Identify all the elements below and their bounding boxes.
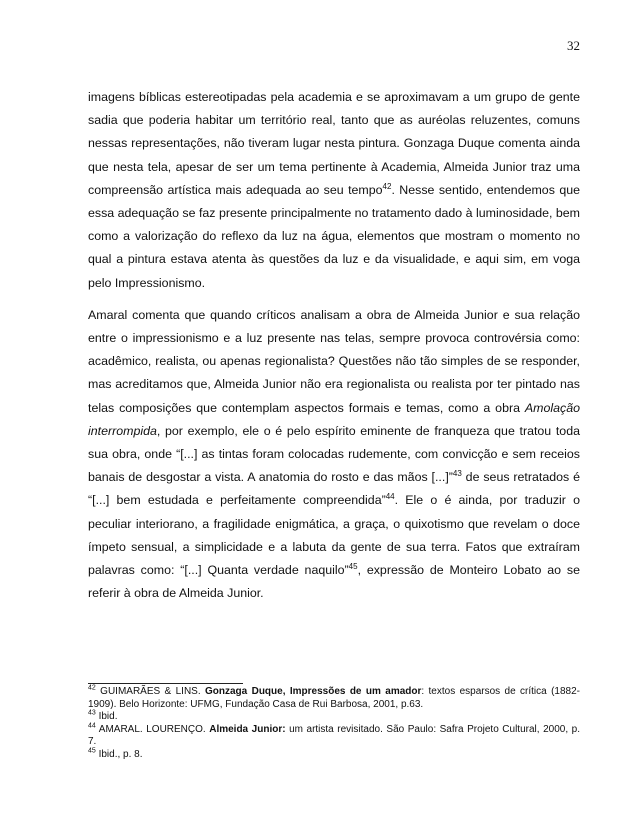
text-run: Amaral comenta que quando críticos analisam a obra de Almeida Junior e sua relação entre o impressionismo e a luz presente nas telas, sempre provoca controvérsia como: acadêmico, realista, ou apenas regionalista? Questões não tão simples de se responder, mas acreditamos que, Almeida Junior não era regionalista ou realista por ter pintado nas telas composições que contemplam aspectos formais e temas, como a obra xyxy=(88,307,580,415)
text-run: , por exemplo, ele o é pelo espírito eminente de franqueza que tratou toda sua obra, onde “[...] as tintas foram colocadas rudemente, com convicção e sem receios banais de desgostar a vista. A anatomia do rosto e das mãos [...]” xyxy=(88,423,580,485)
text-run: , expressão de Monteiro Lobato ao se referir à obra de Almeida Junior. xyxy=(88,563,580,601)
footnote-42 xyxy=(88,686,580,711)
footnote-43 xyxy=(88,711,580,724)
page-number: 32 xyxy=(567,38,580,53)
footnote-divider xyxy=(88,683,243,684)
footnote-number: 44 xyxy=(88,722,96,730)
footnote-text: um artista revisitado. São Paulo: Safra Projeto Cultural, 2000, p. 7. xyxy=(88,723,580,748)
footnote-book-title: Almeida Junior: xyxy=(209,723,286,735)
text-run: imagens bíblicas estereotipadas pela academia e se aproximavam a um grupo de gente sadia que poderia habitar um território real, tanto que as auréolas reluzentes, comuns nessas representações, não tiveram lugar nesta pintura. Gonzaga Duque comenta ainda que nesta tela, apesar de ser um tema pertinente à Academia, Almeida Junior traz uma compreensão artística mais adequada ao seu tempo xyxy=(88,90,580,197)
text-run: . Nesse sentido, entendemos que essa adequação se faz presente principalmente no tratamento dado à luminosidade, bem como a valorização do reflexo da luz na água, elementos que mostram o momento no qual a pintura estava atenta às questões da luz e da visualidade, e aqui sim, em voga pelo Impressionismo. xyxy=(88,182,580,290)
footnote-text: : textos esparsos de crítica (1882-1909). Belo Horizonte: UFMG, Fundação Casa de Rui Barbosa, 2001, p.63. xyxy=(88,686,580,710)
footnote-ref-42[interactable]: 42 xyxy=(382,181,392,191)
footnote-44 xyxy=(88,724,580,749)
footnote-number: 45 xyxy=(88,747,96,755)
footnotes xyxy=(88,686,580,762)
footnote-number: 42 xyxy=(88,684,96,692)
footnote-text: Ibid., p. 8. xyxy=(95,748,143,760)
footnote-ref-45[interactable]: 45 xyxy=(348,561,358,571)
paragraph-2 xyxy=(88,304,580,606)
text-run: de seus retratados é “[...] bem estudada e perfeitamente compreendida” xyxy=(88,470,580,508)
footnote-text: Ibid. xyxy=(95,711,118,723)
text-run: . Ele o é ainda, por traduzir o peculiar interiorano, a fragilidade enigmática, a graça, o quixotismo que revelam o doce ímpeto sensual, a simplicidade e a labuta da gente de sua terra. Fatos que extraíram palavras como: “[...] Quanta verdade naquilo” xyxy=(88,493,580,578)
footnote-ref-43[interactable]: 43 xyxy=(452,469,462,479)
footnote-45 xyxy=(88,749,580,762)
footnote-text: AMARAL. LOURENÇO. xyxy=(95,723,210,735)
footnote-ref-44[interactable]: 44 xyxy=(385,492,395,502)
footnote-text: GUIMARÃES & LINS. xyxy=(95,686,205,697)
footnote-number: 43 xyxy=(88,709,96,717)
paragraph-1 xyxy=(88,86,580,295)
artwork-title: Amolação interrompida xyxy=(88,400,580,438)
body-text xyxy=(88,86,580,605)
footnote-book-title: Gonzaga Duque, Impressões de um amador xyxy=(205,686,422,697)
